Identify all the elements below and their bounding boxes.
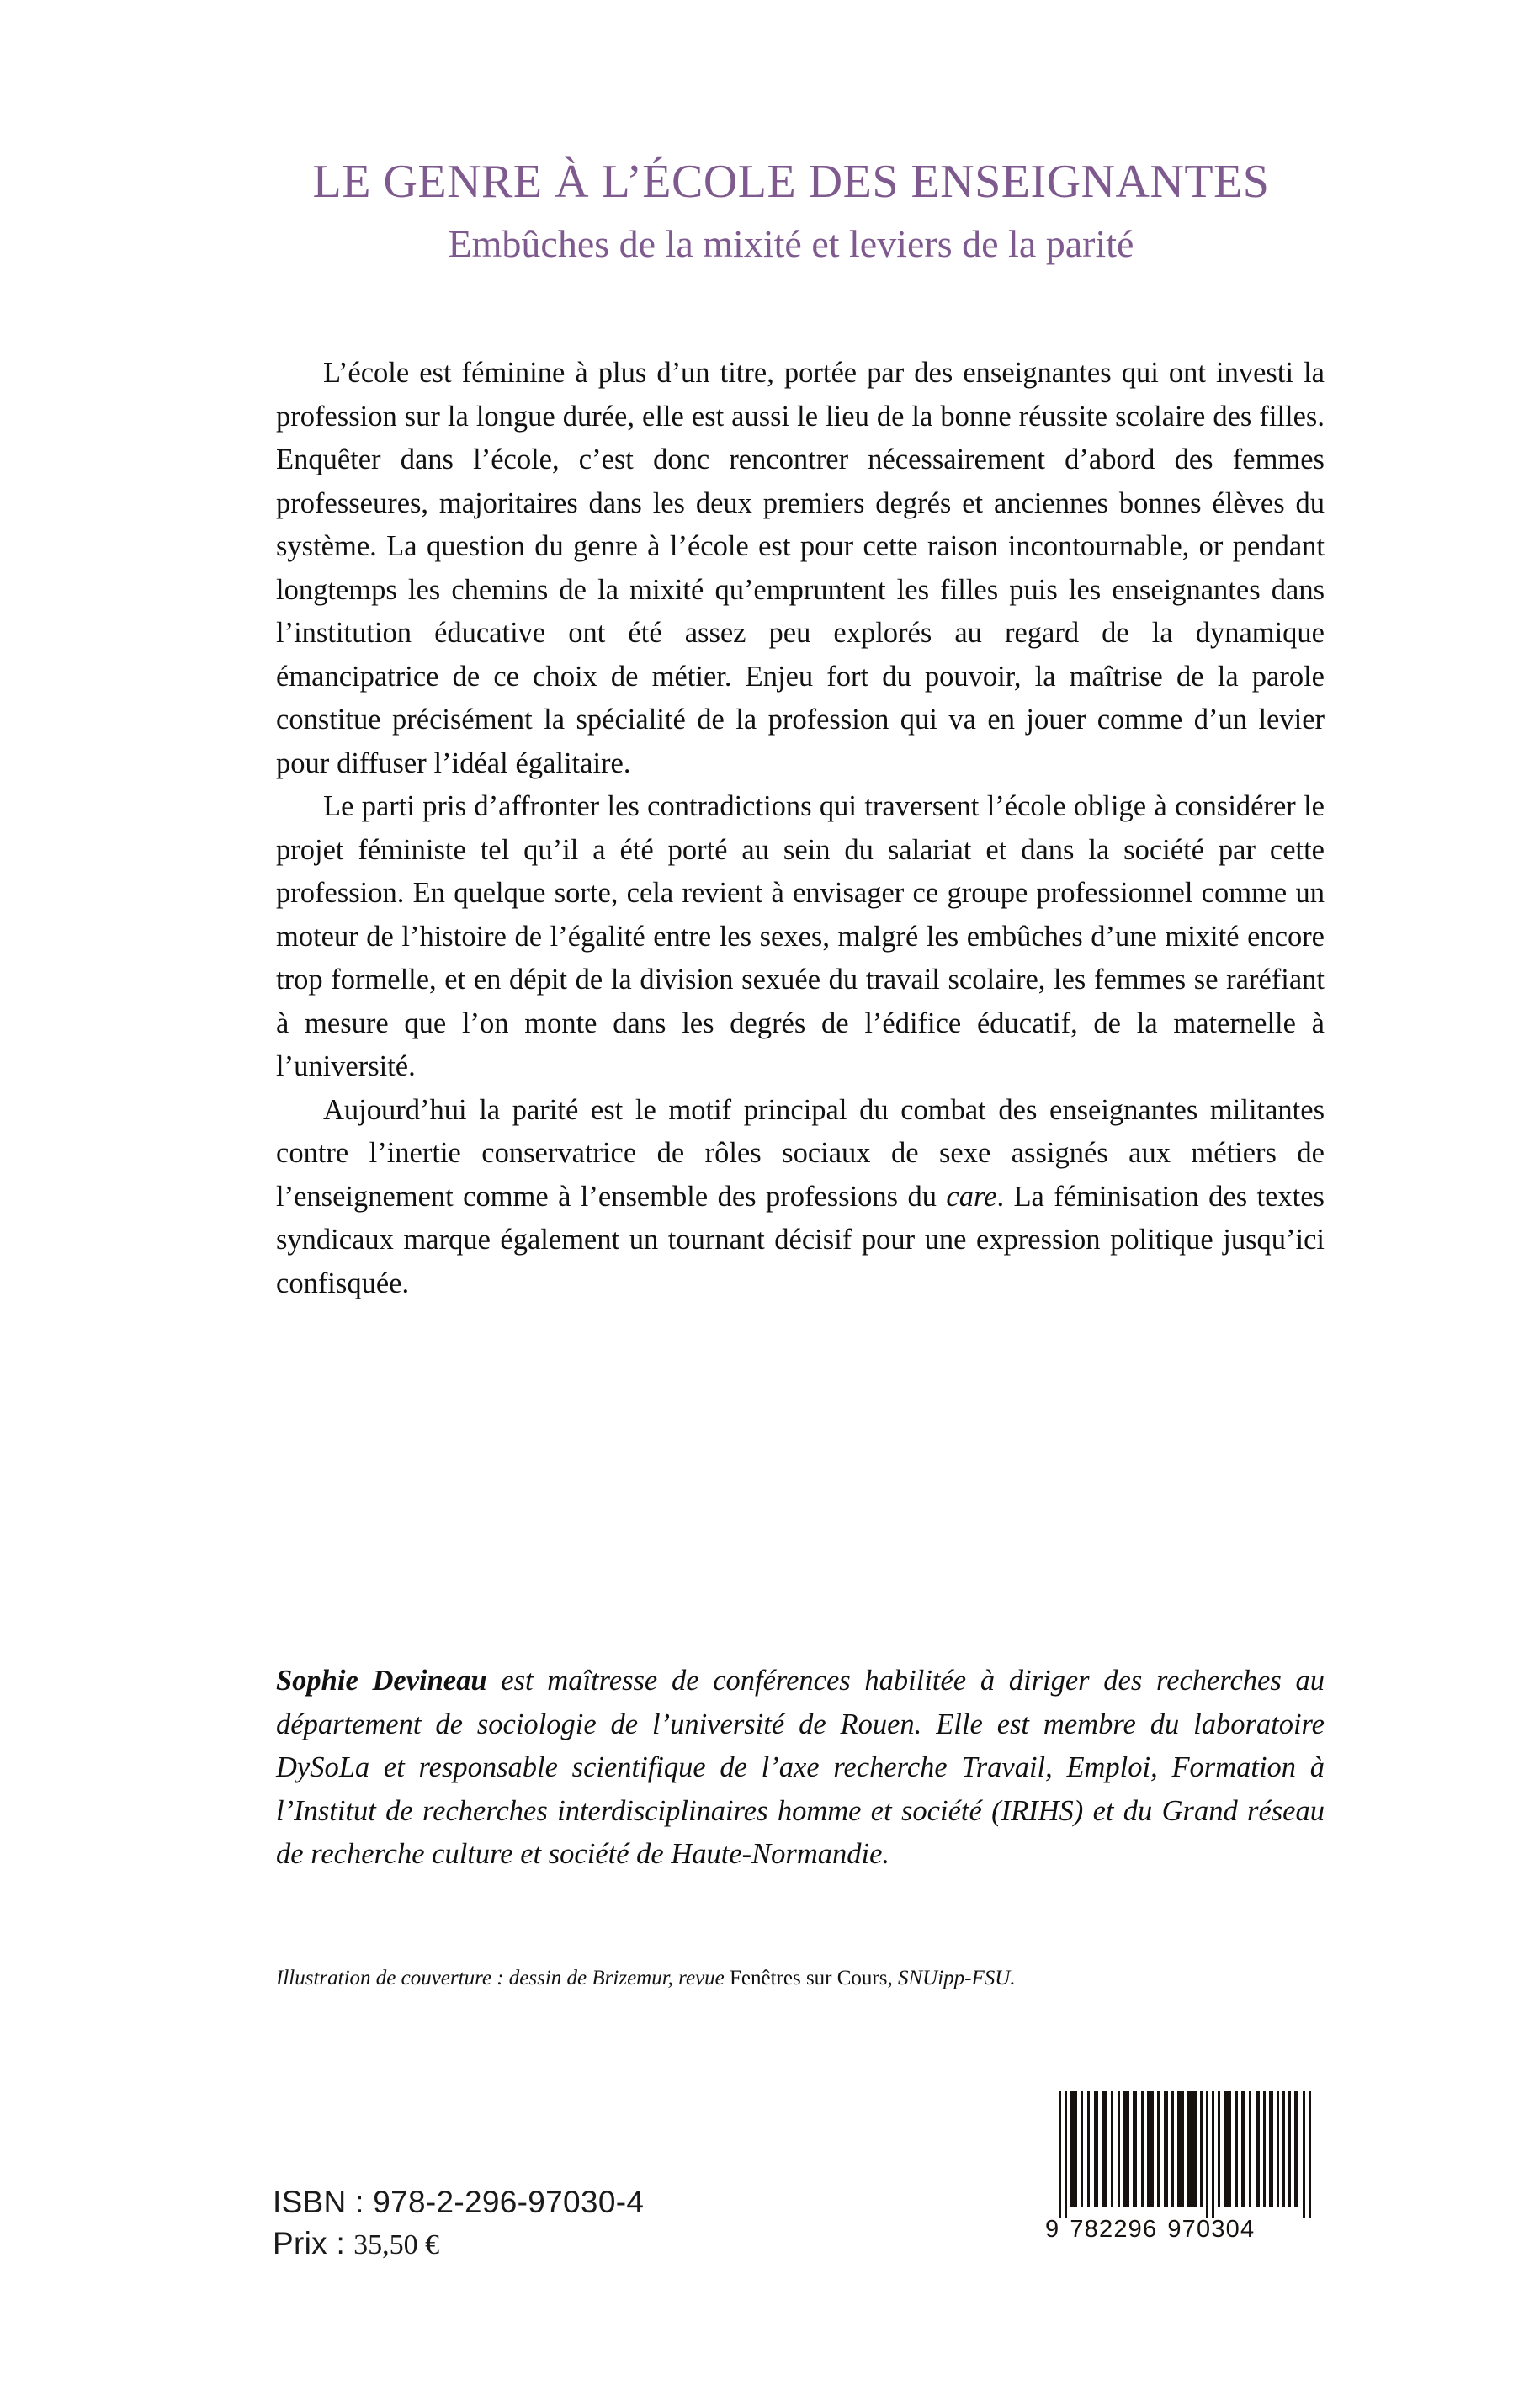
credit-italic-tail: SNUipp-FSU. [892,1967,1016,1989]
blurb-paragraph-3-tail: . La féminisation des textes syndicaux marque également un tournant décisif pour une expression politique jusqu’ici confisquée. [276,1180,1325,1299]
barcode-digits-left-group: 782296 [1070,2216,1158,2243]
blurb-paragraph-3 [276,1089,1325,1306]
credit-italic-lead: Illustration de couverture : dessin de Brizemur, revue [276,1967,730,1989]
title-block [244,156,1338,267]
barcode-digits-right-group: 970304 [1167,2216,1256,2243]
barcode-digits [1043,2216,1313,2244]
isbn-price-block [273,2181,644,2265]
blurb-term-care: care [946,1180,997,1213]
price-label: Prix : [273,2226,346,2260]
blurb-paragraph-2: Le parti pris d’affronter les contradictions qui traversent l’école oblige à considérer le projet féministe tel qu’il a été porté au sein du salariat et dans la société par cette profession. En quelque sorte, cela revient à envisager ce groupe professionnel comme un moteur de l’histoire de l’égalité entre les sexes, malgré les embûches d’une mixité encore trop formelle, et en dépit de la division sexuée du travail scolaire, les femmes se raréfiant à mesure que l’on monte dans les degrés de l’édifice éducatif, de la maternelle à l’université. [276,790,1325,1082]
blurb-text [276,352,1325,1305]
blurb-paragraph-3-lead: Aujourd’hui la parité est le motif principal du combat des enseignantes militantes contre l’inertie conservatrice de rôles sociaux de sexe assignés aux métiers de l’enseignement comme à l’ensemble des professions du [276,1093,1325,1213]
price-value: 35,50 € [353,2229,440,2260]
price-row [273,2223,644,2265]
blurb-paragraph-1: L’école est féminine à plus d’un titre, portée par des enseignantes qui ont investi la profession sur la longue durée, elle est aussi le lieu de la bonne réussite scolaire des filles. Enquêter dans l’école, c’est donc rencontrer nécessairement d’abord des femmes professeures, majoritaires dans les deux premiers degrés et anciennes bonnes élèves du système. La question du genre à l’école est pour cette raison incontournable, or pendant longtemps les chemins de la mixité qu’empruntent les filles puis les enseignantes dans l’institution éducative ont été assez peu explorés au regard de la dynamique émancipatrice de ce choix de métier. Enjeu fort du pouvoir, la maîtrise de la parole constitue précisément la spécialité de la profession qui va en jouer comme d’un levier pour diffuser l’idéal égalitaire. [276,357,1325,779]
author-bio-text: est maîtresse de conférences habilitée à diriger des recherches au département de sociologie de l’université de Rouen. Elle est membre du laboratoire DySoLa et responsable scientifique de l’axe recherche Travail, Emploi, Formation à l’Institut de recherches interdisciplinaires homme et société (IRIHS) et du Grand réseau de recherche culture et société de Haute-Normandie. [276,1665,1325,1870]
ean13-barcode [1043,2091,1313,2244]
illustration-credit [276,1964,1325,1993]
page-title: LE GENRE À L’ÉCOLE DES ENSEIGNANTES [312,156,1270,208]
barcode-bars-icon [1043,2091,1313,2218]
author-bio [276,1660,1325,1877]
isbn-number: ISBN : 978-2-296-97030-4 [273,2185,645,2219]
page-subtitle: Embûches de la mixité et leviers de la parité [448,221,1134,265]
barcode-digit-first: 9 [1045,2216,1060,2243]
author-name: Sophie Devineau [276,1665,487,1697]
credit-publication-name: Fenêtres sur Cours, [730,1967,893,1989]
